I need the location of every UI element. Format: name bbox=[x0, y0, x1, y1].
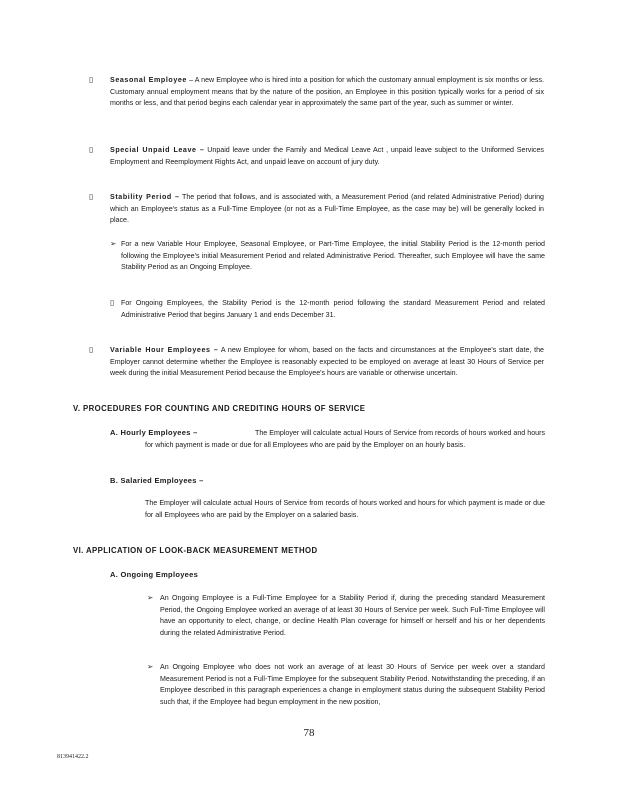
subsection-hourly-employees-title: A. Hourly Employees – bbox=[110, 428, 198, 437]
document-id-footer: 813941422.2 bbox=[57, 754, 89, 760]
checkbox-bullet-icon: ▯ bbox=[110, 298, 115, 307]
ongoing-employee-not-full-time-text: An Ongoing Employee who does not work an average of at least 30 Hours of Service per week over a standard Measurement Period is not a Full-Time Employee for the subsequent Stability Period. Notwithstanding the preceding, if an Employee described in this paragraph experiences a change in employment status during the subsequent Stability Period such that, if the Employee had begun employment in the new position, bbox=[160, 663, 545, 706]
definition-special-unpaid-leave bbox=[110, 145, 544, 168]
definition-stability-period bbox=[110, 192, 544, 227]
definition-term: Variable Hour Employees – bbox=[110, 346, 219, 354]
checkbox-bullet-icon: ▯ bbox=[89, 345, 94, 354]
definition-text: – A new Employee who is hired into a position for which the customary annual employment is six months or less. Customary annual employment means that by the nature of the position, an Employee in this position typically works for a period of six months or less, and that period begins each calendar year in approximately the same part of the year, such as summer or winter. bbox=[110, 76, 544, 107]
stability-period-ongoing-employees bbox=[121, 298, 545, 321]
checkbox-bullet-icon: ▯ bbox=[89, 75, 94, 84]
ongoing-employee-full-time-text: An Ongoing Employee is a Full-Time Employee for a Stability Period if, during the preceding standard Measurement Period, the Ongoing Employee worked an average of at least 30 Hours of Service per week. Such Full-Time Employee will have an opportunity to elect, change, or decline Health Plan coverage for himself or herself and his or her dependents during the related Administrative Period. bbox=[160, 594, 545, 637]
stability-period-new-employees bbox=[121, 239, 545, 274]
definition-text: Unpaid leave under the Family and Medical Leave Act , unpaid leave subject to the Uniformed Services Employment and Reemployment Rights Act, and unpaid leave on account of jury duty. bbox=[110, 146, 544, 166]
hourly-employees-text: The Employer will calculate actual Hours of Service from records of hours worked and hours for which payment is made or due for all Employees who are paid by the Employer on an hourly basis. bbox=[145, 429, 545, 449]
definition-text: A new Employee for whom, based on the facts and circumstances at the Employee's start date, the Employer cannot determine whether the Employee is reasonably expected to be employed on average at least 30 Hours of Service per week during the initial Measurement Period because the Employee's hours are variable or otherwise uncertain. bbox=[110, 346, 544, 377]
paragraph-text: For Ongoing Employees, the Stability Period is the 12-month period following the standard Measurement Period and related Administrative Period that begins January 1 and ends December 31. bbox=[121, 299, 545, 319]
section-heading-vi: VI. APPLICATION OF LOOK-BACK MEASUREMENT METHOD bbox=[73, 546, 318, 555]
section-heading-v: V. PROCEDURES FOR COUNTING AND CREDITING HOURS OF SERVICE bbox=[73, 404, 366, 413]
page-number: 78 bbox=[303, 727, 315, 739]
paragraph-text: For a new Variable Hour Employee, Seasonal Employee, or Part-Time Employee, the initial Stability Period is the 12-month period following the Employee's initial Measurement Period and related Administrative Period. Thereafter, such Employee will have the same Stability Period as an Ongoing Employee. bbox=[121, 240, 545, 271]
subsection-salaried-employees-title: B. Salaried Employees – bbox=[110, 476, 204, 485]
arrow-bullet-icon: ➢ bbox=[110, 239, 117, 248]
arrow-bullet-icon: ➢ bbox=[147, 593, 154, 602]
definition-variable-hour-employees bbox=[110, 345, 544, 380]
definition-term: Seasonal Employee bbox=[110, 76, 187, 84]
checkbox-bullet-icon: ▯ bbox=[89, 192, 94, 201]
definition-term: Stability Period – bbox=[110, 193, 180, 201]
definition-text: The period that follows, and is associated with, a Measurement Period (and related Administrative Period) during which an Employee's status as a Full-Time Employee (or not as a Full-Time Employee, as the case may be) will be generally locked in place. bbox=[110, 193, 545, 224]
arrow-bullet-icon: ➢ bbox=[147, 662, 154, 671]
salaried-employees-text: The Employer will calculate actual Hours of Service from records of hours worked and hours for which payment is made or due for all Employees who are paid by the Employer on a salaried basis. bbox=[145, 499, 545, 519]
definition-term: Special Unpaid Leave – bbox=[110, 146, 205, 154]
subsection-ongoing-employees-title: A. Ongoing Employees bbox=[110, 570, 199, 579]
definition-seasonal-employee bbox=[110, 75, 544, 110]
checkbox-bullet-icon: ▯ bbox=[89, 145, 94, 154]
